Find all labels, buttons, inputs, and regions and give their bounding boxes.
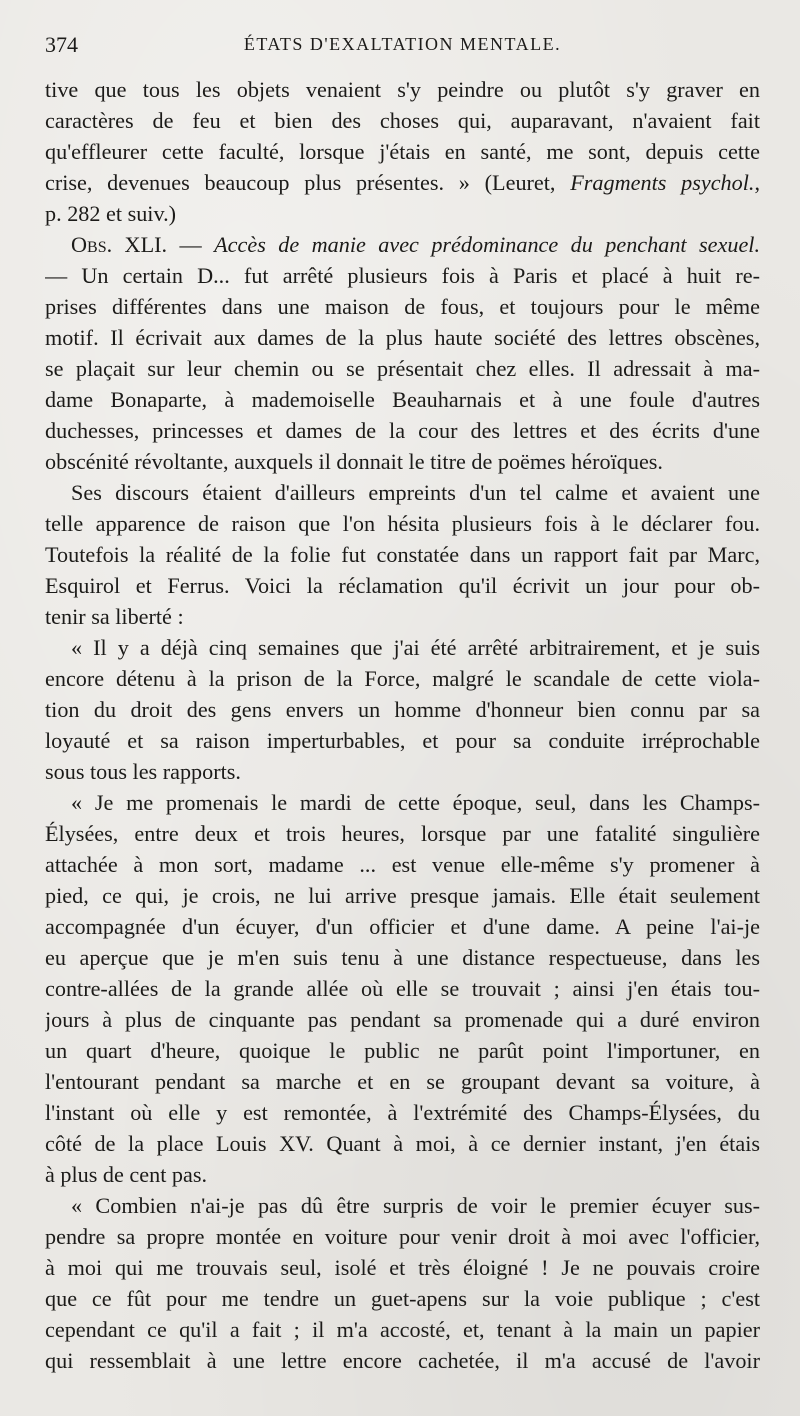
observation-label: Obs. XLI.: [71, 232, 168, 257]
text-line: attachée à mon sort, madame ... est venue elle-même s'y promener à: [45, 852, 760, 877]
text-line: obscénité révoltante, auxquels il donnait le titre de poëmes héroïques.: [45, 449, 663, 474]
text-line: encore détenu à la prison de la Force, malgré le scandale de cette viola-: [45, 666, 760, 691]
citation-title: Fragments psychol.: [570, 170, 755, 195]
text-line: pendre sa propre montée en voiture pour venir droit à moi avec l'officier,: [45, 1224, 760, 1249]
text-line: duchesses, princesses et dames de la cour des lettres et des écrits d'une: [45, 418, 760, 443]
text-line: qu'effleurer cette faculté, lorsque j'étais en santé, me sont, depuis cette: [45, 139, 760, 164]
text-span: ,: [754, 170, 760, 195]
text-line: — Un certain D... fut arrêté plusieurs fois à Paris et placé à huit re-: [45, 263, 760, 288]
text-line: Élysées, entre deux et trois heures, lorsque par une fatalité singulière: [45, 821, 760, 846]
text-span: crise, devenues beaucoup plus présentes. » (Leuret,: [45, 170, 571, 195]
text-line: l'entourant pendant sa marche et en se groupant devant sa voiture, à: [45, 1069, 760, 1094]
text-line: pied, ce qui, je crois, ne lui arrive presque jamais. Elle était seulement: [45, 883, 760, 908]
observation-heading: [45, 229, 760, 260]
text-line: Esquirol et Ferrus. Voici la réclamation qu'il écrivit un jour pour ob-: [45, 573, 760, 598]
observation-dash: —: [167, 232, 215, 257]
text-line: caractères de feu et bien des choses qui, auparavant, n'avaient fait: [45, 108, 760, 133]
text-line: un quart d'heure, quoique le public ne parût point l'importuner, en: [45, 1038, 760, 1063]
text-line: à moi qui me trouvais seul, isolé et très éloigné ! Je ne pouvais croire: [45, 1255, 760, 1280]
text-line: cependant ce qu'il a fait ; il m'a accosté, et, tenant à la main un papier: [45, 1317, 760, 1342]
text-line: eu aperçue que je m'en suis tenu à une distance respectueuse, dans les: [45, 945, 760, 970]
text-line: tive que tous les objets venaient s'y peindre ou plutôt s'y graver en: [45, 77, 760, 102]
text-line: tion du droit des gens envers un homme d'honneur bien connu par sa: [45, 697, 760, 722]
text-line: que ce fût pour me tendre un guet-apens sur la voie publique ; c'est: [45, 1286, 760, 1311]
text-line: telle apparence de raison que l'on hésita plusieurs fois à le déclarer fou.: [45, 511, 760, 536]
text-line: prises différentes dans une maison de fous, et toujours pour le même: [45, 294, 760, 319]
text-line: [45, 167, 760, 198]
running-head: ÉTATS D'EXALTATION MENTALE.: [243, 34, 562, 54]
text-line: Ses discours étaient d'ailleurs empreints d'un tel calme et avaient une: [71, 480, 760, 505]
text-line: accompagnée d'un écuyer, d'un officier et d'une dame. A peine l'ai-je: [45, 914, 760, 939]
text-line: dame Bonaparte, à mademoiselle Beauharnais et à une foule d'autres: [45, 387, 760, 412]
text-line: loyauté et sa raison imperturbables, et pour sa conduite irréprochable: [45, 728, 760, 753]
text-line: sous tous les rapports.: [45, 759, 241, 784]
text-line: l'instant où elle y est remontée, à l'extrémité des Champs-Élysées, du: [45, 1100, 760, 1125]
text-line: qui ressemblait à une lettre encore cachetée, il m'a accusé de l'avoir: [45, 1348, 760, 1373]
text-line: « Je me promenais le mardi de cette époque, seul, dans les Champs-: [71, 790, 760, 815]
text-line: côté de la place Louis XV. Quant à moi, à ce dernier instant, j'en étais: [45, 1131, 760, 1156]
page-header: [45, 32, 760, 64]
text-line: « Combien n'ai-je pas dû être surpris de voir le premier écuyer sus-: [71, 1193, 760, 1218]
observation-title: Accès de manie avec prédominance du penchant sexuel.: [214, 232, 760, 257]
text-line: tenir sa liberté :: [45, 604, 184, 629]
text-line: jours à plus de cinquante pas pendant sa promenade qui a duré environ: [45, 1007, 760, 1032]
text-line: motif. Il écrivait aux dames de la plus haute société des lettres obscènes,: [45, 325, 760, 350]
text-line: se plaçait sur leur chemin ou se présentait chez elles. Il adressait à ma-: [45, 356, 760, 381]
text-line: « Il y a déjà cinq semaines que j'ai été arrêté arbitrairement, et je suis: [71, 635, 760, 660]
text-line: Toutefois la réalité de la folie fut constatée dans un rapport fait par Marc,: [45, 542, 760, 567]
text-line: à plus de cent pas.: [45, 1162, 208, 1187]
text-line: contre-allées de la grande allée où elle se trouvait ; ainsi j'en étais tou-: [45, 976, 760, 1001]
text-line: p. 282 et suiv.): [45, 201, 177, 226]
body-text: [45, 74, 760, 1376]
page-number: 374: [45, 32, 78, 57]
